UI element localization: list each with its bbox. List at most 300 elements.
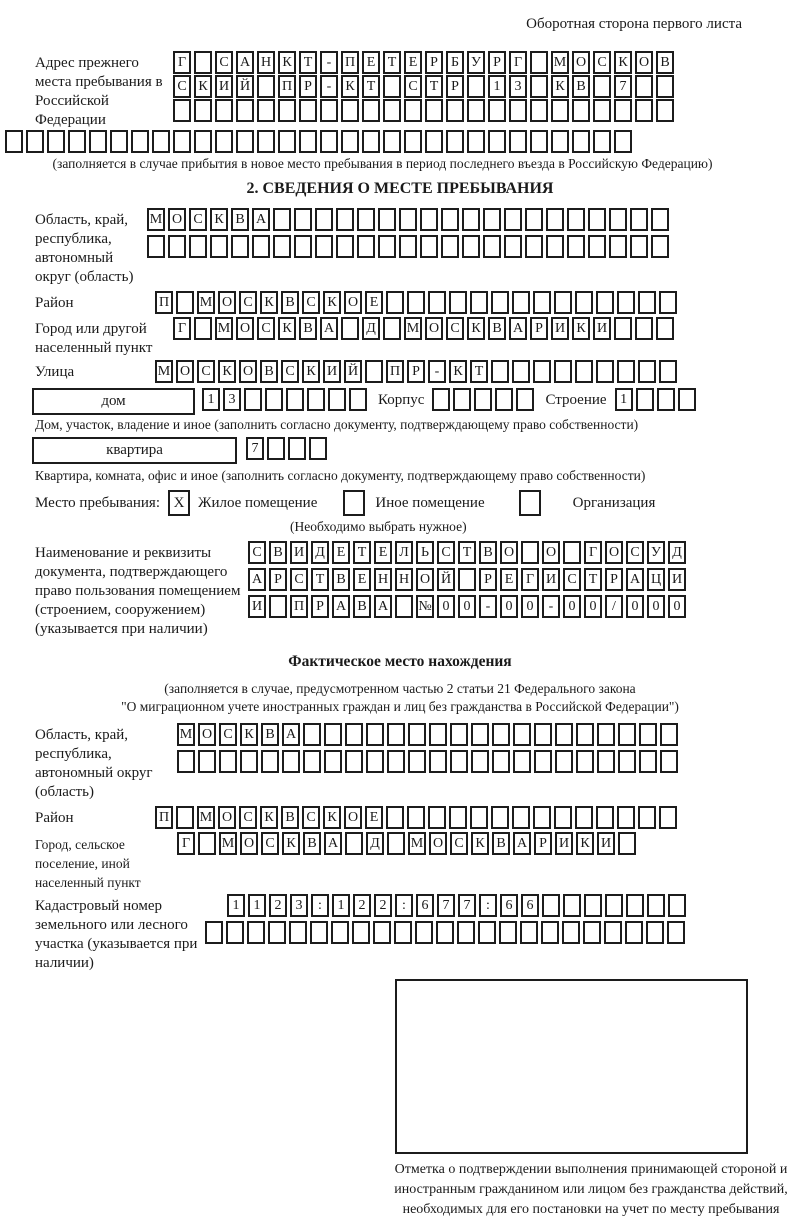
char-cell[interactable]: 0 [521, 595, 539, 618]
char-cell[interactable] [563, 541, 581, 564]
char-cell[interactable] [449, 806, 467, 829]
char-cell[interactable]: А [252, 208, 270, 231]
char-cell[interactable]: П [290, 595, 308, 618]
char-cell[interactable] [194, 51, 212, 74]
char-cell[interactable] [198, 832, 216, 855]
char-cell[interactable]: С [239, 291, 257, 314]
char-cell[interactable] [428, 291, 446, 314]
char-cell[interactable]: 7 [458, 894, 476, 917]
char-cell[interactable]: А [282, 723, 300, 746]
char-cell[interactable] [647, 894, 665, 917]
char-cell[interactable]: С [239, 806, 257, 829]
char-cell[interactable] [555, 723, 573, 746]
char-cell[interactable] [635, 317, 653, 340]
char-cell[interactable] [567, 235, 585, 258]
char-cell[interactable]: 2 [353, 894, 371, 917]
char-cell[interactable]: К [551, 75, 569, 98]
char-cell[interactable]: Е [353, 568, 371, 591]
char-cell[interactable] [554, 360, 572, 383]
char-cell[interactable] [261, 750, 279, 773]
char-cell[interactable]: Т [311, 568, 329, 591]
char-cell[interactable] [47, 130, 65, 153]
char-cell[interactable] [575, 806, 593, 829]
char-cell[interactable] [219, 750, 237, 773]
char-cell[interactable] [173, 130, 191, 153]
char-cell[interactable]: К [218, 360, 236, 383]
char-cell[interactable] [345, 723, 363, 746]
char-cell[interactable]: Й [236, 75, 254, 98]
char-cell[interactable] [177, 750, 195, 773]
char-cell[interactable] [26, 130, 44, 153]
char-cell[interactable]: 6 [416, 894, 434, 917]
char-cell[interactable] [307, 388, 325, 411]
char-cell[interactable]: Н [257, 51, 275, 74]
char-cell[interactable]: 6 [521, 894, 539, 917]
char-cell[interactable] [488, 130, 506, 153]
char-cell[interactable] [68, 130, 86, 153]
char-cell[interactable] [525, 235, 543, 258]
char-cell[interactable] [428, 806, 446, 829]
char-cell[interactable] [309, 437, 327, 460]
char-cell[interactable] [483, 235, 501, 258]
char-cell[interactable] [555, 750, 573, 773]
char-cell[interactable]: Д [362, 317, 380, 340]
char-cell[interactable]: П [155, 291, 173, 314]
char-cell[interactable] [530, 99, 548, 122]
char-cell[interactable]: Д [668, 541, 686, 564]
char-cell[interactable]: А [332, 595, 350, 618]
char-cell[interactable]: Р [425, 51, 443, 74]
char-cell[interactable]: № [416, 595, 434, 618]
char-cell[interactable] [491, 806, 509, 829]
char-cell[interactable]: В [269, 541, 287, 564]
char-cell[interactable] [366, 723, 384, 746]
char-cell[interactable] [383, 130, 401, 153]
char-cell[interactable] [425, 99, 443, 122]
char-cell[interactable]: 0 [584, 595, 602, 618]
char-cell[interactable] [467, 75, 485, 98]
char-cell[interactable]: Г [509, 51, 527, 74]
char-cell[interactable] [492, 750, 510, 773]
char-cell[interactable]: М [155, 360, 173, 383]
char-cell[interactable] [198, 750, 216, 773]
char-cell[interactable] [504, 235, 522, 258]
char-cell[interactable]: Р [269, 568, 287, 591]
char-cell[interactable] [205, 921, 223, 944]
char-cell[interactable]: С [437, 541, 455, 564]
char-cell[interactable] [282, 750, 300, 773]
char-cell[interactable] [667, 921, 685, 944]
char-cell[interactable] [324, 750, 342, 773]
char-cell[interactable]: 1 [615, 388, 633, 411]
char-cell[interactable] [660, 750, 678, 773]
char-cell[interactable]: С [593, 51, 611, 74]
char-cell[interactable] [659, 360, 677, 383]
char-cell[interactable] [546, 208, 564, 231]
char-cell[interactable]: 1 [248, 894, 266, 917]
char-cell[interactable] [668, 894, 686, 917]
char-cell[interactable] [656, 317, 674, 340]
char-cell[interactable] [596, 360, 614, 383]
char-cell[interactable] [638, 291, 656, 314]
char-cell[interactable]: С [290, 568, 308, 591]
char-cell[interactable]: С [257, 317, 275, 340]
char-cell[interactable]: 0 [563, 595, 581, 618]
char-cell[interactable]: Р [488, 51, 506, 74]
char-cell[interactable]: В [231, 208, 249, 231]
char-cell[interactable] [458, 568, 476, 591]
char-cell[interactable] [617, 360, 635, 383]
char-cell[interactable] [324, 723, 342, 746]
char-cell[interactable] [659, 291, 677, 314]
char-cell[interactable]: В [299, 317, 317, 340]
char-cell[interactable] [596, 291, 614, 314]
char-cell[interactable] [176, 806, 194, 829]
char-cell[interactable] [449, 291, 467, 314]
char-cell[interactable] [614, 317, 632, 340]
char-cell[interactable] [563, 894, 581, 917]
char-cell[interactable]: Л [395, 541, 413, 564]
char-cell[interactable] [299, 99, 317, 122]
char-cell[interactable] [365, 360, 383, 383]
char-cell[interactable] [303, 750, 321, 773]
char-cell[interactable] [617, 806, 635, 829]
char-cell[interactable] [499, 921, 517, 944]
char-cell[interactable] [575, 360, 593, 383]
char-cell[interactable] [593, 130, 611, 153]
char-cell[interactable] [541, 921, 559, 944]
char-cell[interactable]: Е [332, 541, 350, 564]
char-cell[interactable] [576, 723, 594, 746]
char-cell[interactable] [273, 208, 291, 231]
char-cell[interactable]: А [509, 317, 527, 340]
char-cell[interactable] [352, 921, 370, 944]
char-cell[interactable]: - [428, 360, 446, 383]
char-cell[interactable]: Й [437, 568, 455, 591]
char-cell[interactable] [470, 806, 488, 829]
char-cell[interactable] [429, 723, 447, 746]
char-cell[interactable]: М [404, 317, 422, 340]
char-cell[interactable] [471, 750, 489, 773]
char-cell[interactable] [512, 806, 530, 829]
char-cell[interactable]: 0 [500, 595, 518, 618]
char-cell[interactable] [533, 806, 551, 829]
char-cell[interactable] [265, 388, 283, 411]
char-cell[interactable]: В [353, 595, 371, 618]
char-cell[interactable]: Р [299, 75, 317, 98]
char-cell[interactable]: Т [362, 75, 380, 98]
char-cell[interactable]: М [215, 317, 233, 340]
char-cell[interactable]: В [303, 832, 321, 855]
char-cell[interactable]: О [542, 541, 560, 564]
char-cell[interactable] [551, 130, 569, 153]
char-cell[interactable]: 1 [488, 75, 506, 98]
char-cell[interactable] [194, 317, 212, 340]
char-cell[interactable]: О [218, 291, 236, 314]
char-cell[interactable]: С [215, 51, 233, 74]
char-cell[interactable] [635, 75, 653, 98]
char-cell[interactable]: С [563, 568, 581, 591]
char-cell[interactable] [597, 723, 615, 746]
char-cell[interactable] [387, 723, 405, 746]
char-cell[interactable]: Д [366, 832, 384, 855]
char-cell[interactable]: О [198, 723, 216, 746]
char-cell[interactable] [625, 921, 643, 944]
char-cell[interactable]: О [236, 317, 254, 340]
char-cell[interactable] [516, 388, 534, 411]
char-cell[interactable]: : [311, 894, 329, 917]
char-cell[interactable]: М [197, 291, 215, 314]
char-cell[interactable] [596, 806, 614, 829]
char-cell[interactable] [357, 235, 375, 258]
char-cell[interactable]: К [323, 291, 341, 314]
char-cell[interactable] [310, 921, 328, 944]
char-cell[interactable]: О [605, 541, 623, 564]
char-cell[interactable]: 0 [668, 595, 686, 618]
char-cell[interactable]: 1 [202, 388, 220, 411]
char-cell[interactable]: Е [374, 541, 392, 564]
char-cell[interactable] [462, 235, 480, 258]
char-cell[interactable] [588, 208, 606, 231]
char-cell[interactable]: Г [173, 51, 191, 74]
char-cell[interactable]: В [479, 541, 497, 564]
char-cell[interactable] [257, 99, 275, 122]
char-cell[interactable]: Е [404, 51, 422, 74]
char-cell[interactable] [492, 723, 510, 746]
char-cell[interactable]: К [572, 317, 590, 340]
char-cell[interactable] [533, 291, 551, 314]
char-cell[interactable]: Н [374, 568, 392, 591]
char-cell[interactable]: : [395, 894, 413, 917]
char-cell[interactable] [341, 130, 359, 153]
char-cell[interactable]: О [429, 832, 447, 855]
char-cell[interactable] [572, 130, 590, 153]
char-cell[interactable]: - [542, 595, 560, 618]
char-cell[interactable] [386, 806, 404, 829]
char-cell[interactable]: Й [344, 360, 362, 383]
char-cell[interactable] [286, 388, 304, 411]
char-cell[interactable] [630, 208, 648, 231]
char-cell[interactable]: П [278, 75, 296, 98]
char-cell[interactable]: С [450, 832, 468, 855]
char-cell[interactable]: 2 [374, 894, 392, 917]
char-cell[interactable] [194, 130, 212, 153]
char-cell[interactable] [504, 208, 522, 231]
char-cell[interactable] [315, 208, 333, 231]
char-cell[interactable] [420, 235, 438, 258]
char-cell[interactable] [436, 921, 454, 944]
char-cell[interactable]: Е [362, 51, 380, 74]
char-cell[interactable]: О [416, 568, 434, 591]
char-cell[interactable]: С [219, 723, 237, 746]
char-cell[interactable] [110, 130, 128, 153]
char-cell[interactable] [530, 51, 548, 74]
char-cell[interactable]: С [173, 75, 191, 98]
char-cell[interactable] [294, 208, 312, 231]
char-cell[interactable] [278, 99, 296, 122]
char-cell[interactable] [341, 99, 359, 122]
char-cell[interactable] [231, 235, 249, 258]
char-cell[interactable]: В [488, 317, 506, 340]
char-cell[interactable] [583, 921, 601, 944]
char-cell[interactable]: В [281, 806, 299, 829]
char-cell[interactable] [168, 235, 186, 258]
char-cell[interactable] [408, 723, 426, 746]
char-cell[interactable]: С [446, 317, 464, 340]
char-cell[interactable] [341, 317, 359, 340]
char-cell[interactable] [604, 921, 622, 944]
char-cell[interactable] [659, 806, 677, 829]
kvartira-box[interactable]: квартира [32, 437, 237, 464]
char-cell[interactable] [378, 208, 396, 231]
char-cell[interactable] [299, 130, 317, 153]
char-cell[interactable] [525, 208, 543, 231]
dom-box[interactable]: дом [32, 388, 195, 415]
char-cell[interactable]: Т [353, 541, 371, 564]
char-cell[interactable]: О [425, 317, 443, 340]
char-cell[interactable] [657, 388, 675, 411]
char-cell[interactable] [315, 235, 333, 258]
char-cell[interactable]: В [572, 75, 590, 98]
char-cell[interactable] [614, 130, 632, 153]
char-cell[interactable] [618, 750, 636, 773]
char-cell[interactable]: А [626, 568, 644, 591]
char-cell[interactable] [638, 360, 656, 383]
char-cell[interactable] [383, 99, 401, 122]
char-cell[interactable]: 0 [458, 595, 476, 618]
char-cell[interactable] [567, 208, 585, 231]
char-cell[interactable] [210, 235, 228, 258]
char-cell[interactable]: 6 [500, 894, 518, 917]
char-cell[interactable] [656, 75, 674, 98]
char-cell[interactable] [639, 750, 657, 773]
char-cell[interactable] [530, 130, 548, 153]
char-cell[interactable] [450, 723, 468, 746]
char-cell[interactable]: П [155, 806, 173, 829]
char-cell[interactable]: К [194, 75, 212, 98]
char-cell[interactable] [415, 921, 433, 944]
char-cell[interactable] [131, 130, 149, 153]
char-cell[interactable]: Ц [647, 568, 665, 591]
char-cell[interactable] [462, 208, 480, 231]
char-cell[interactable] [639, 723, 657, 746]
char-cell[interactable] [399, 208, 417, 231]
char-cell[interactable] [483, 208, 501, 231]
char-cell[interactable] [656, 99, 674, 122]
char-cell[interactable] [488, 99, 506, 122]
char-cell[interactable]: Д [311, 541, 329, 564]
char-cell[interactable]: Г [173, 317, 191, 340]
char-cell[interactable]: И [542, 568, 560, 591]
char-cell[interactable] [404, 130, 422, 153]
char-cell[interactable]: У [467, 51, 485, 74]
char-cell[interactable] [584, 894, 602, 917]
char-cell[interactable]: О [240, 832, 258, 855]
char-cell[interactable] [303, 723, 321, 746]
char-cell[interactable] [512, 360, 530, 383]
char-cell[interactable] [575, 291, 593, 314]
char-cell[interactable]: Г [521, 568, 539, 591]
char-cell[interactable]: Г [177, 832, 195, 855]
char-cell[interactable] [378, 235, 396, 258]
char-cell[interactable]: И [555, 832, 573, 855]
char-cell[interactable]: М [177, 723, 195, 746]
org-checkbox[interactable] [519, 490, 541, 516]
char-cell[interactable] [362, 130, 380, 153]
char-cell[interactable]: Р [407, 360, 425, 383]
char-cell[interactable]: - [320, 75, 338, 98]
char-cell[interactable] [432, 388, 450, 411]
char-cell[interactable] [240, 750, 258, 773]
char-cell[interactable] [534, 723, 552, 746]
char-cell[interactable]: 0 [647, 595, 665, 618]
char-cell[interactable]: А [513, 832, 531, 855]
char-cell[interactable] [320, 99, 338, 122]
char-cell[interactable] [446, 99, 464, 122]
char-cell[interactable]: В [281, 291, 299, 314]
char-cell[interactable]: 1 [332, 894, 350, 917]
char-cell[interactable]: В [332, 568, 350, 591]
char-cell[interactable] [373, 921, 391, 944]
char-cell[interactable] [646, 921, 664, 944]
char-cell[interactable] [446, 130, 464, 153]
char-cell[interactable] [495, 388, 513, 411]
char-cell[interactable] [509, 99, 527, 122]
char-cell[interactable] [626, 894, 644, 917]
char-cell[interactable] [474, 388, 492, 411]
char-cell[interactable] [513, 723, 531, 746]
char-cell[interactable]: Т [584, 568, 602, 591]
char-cell[interactable] [678, 388, 696, 411]
char-cell[interactable]: О [344, 806, 362, 829]
char-cell[interactable] [269, 595, 287, 618]
char-cell[interactable] [407, 806, 425, 829]
char-cell[interactable] [278, 130, 296, 153]
char-cell[interactable]: Е [365, 806, 383, 829]
char-cell[interactable] [638, 806, 656, 829]
inoe-checkbox[interactable] [343, 490, 365, 516]
char-cell[interactable] [530, 75, 548, 98]
char-cell[interactable] [289, 921, 307, 944]
char-cell[interactable] [147, 235, 165, 258]
char-cell[interactable]: П [341, 51, 359, 74]
char-cell[interactable] [542, 894, 560, 917]
char-cell[interactable]: К [260, 291, 278, 314]
char-cell[interactable] [407, 291, 425, 314]
char-cell[interactable] [457, 921, 475, 944]
char-cell[interactable]: - [320, 51, 338, 74]
char-cell[interactable] [362, 99, 380, 122]
char-cell[interactable] [534, 750, 552, 773]
char-cell[interactable]: К [278, 317, 296, 340]
char-cell[interactable]: Р [446, 75, 464, 98]
char-cell[interactable]: О [218, 806, 236, 829]
char-cell[interactable]: 3 [290, 894, 308, 917]
char-cell[interactable]: И [597, 832, 615, 855]
char-cell[interactable] [226, 921, 244, 944]
char-cell[interactable] [394, 921, 412, 944]
char-cell[interactable]: А [248, 568, 266, 591]
char-cell[interactable]: К [260, 806, 278, 829]
char-cell[interactable]: К [210, 208, 228, 231]
char-cell[interactable]: И [290, 541, 308, 564]
char-cell[interactable]: М [551, 51, 569, 74]
char-cell[interactable] [593, 99, 611, 122]
char-cell[interactable]: У [647, 541, 665, 564]
char-cell[interactable] [554, 291, 572, 314]
char-cell[interactable]: : [479, 894, 497, 917]
char-cell[interactable]: 7 [246, 437, 264, 460]
